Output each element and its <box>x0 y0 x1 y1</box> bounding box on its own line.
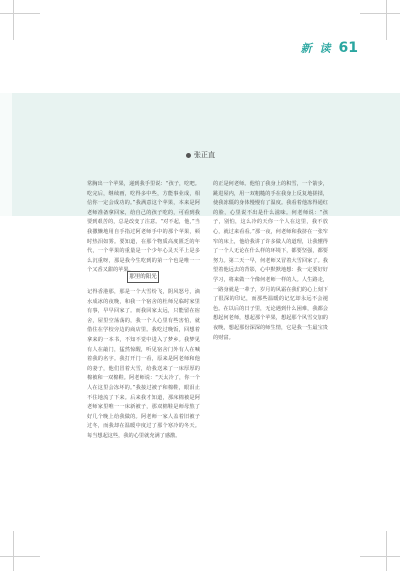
page-number: 61 <box>338 40 358 56</box>
crop-mark-right-bottom <box>386 531 387 571</box>
page-header <box>301 40 358 56</box>
title-panel-edge <box>0 93 12 216</box>
paragraph-left-bottom: 记得香港那，那是一个大雪纷飞，阴风怒号，滴水成冰的夜晚，和我一个宿舍的杜师兄临时家里有事，早早回家了。而我回家太远，只能留在宿舍，屋里空荡荡的，我一个人心里有些害怕，就借住在学校旁边的商店里。我吃过晚饭，回想着拿来的一本书，不知不觉中进入了梦乡。我梦见有人在敲门，猛然惊醒，听见宿舍门外有人在喊着我的名字。我打开门一看，原来是阿老师和他的妻子，他们冒着大雪，给我送来了一床厚厚的棉被和一双棉鞋。阿老师说：“天太冷了，你一个人在这里会冻坏的。”我接过被子和棉鞋，眼泪止不住地流了下来。后来我才知道，那床棉被是阿老师家里唯一一床新被子，那双棉鞋是师母熬了好几个晚上给我做的。阿老师一家人盖着旧被子过冬，而我却在温暖中度过了那个寒冷的冬天。每当想起这些，我的心里就充满了感激。 <box>87 289 200 439</box>
paragraph-right: 的正是何老师。他怕了我身上的积雪，一个箭步，跳进屋内，用一双粗糙的手在我身上反复地搓揉，使我冻僵的身体慢慢有了温度。我看着他冻得通红的脸，心里说不出是什么滋味。何老师说：“孩子，别怕，这么冷的天你一个人在这里，我不放心，就过来看看。”那一夜，何老师和我挤在一张窄窄的床上，他给我讲了许多做人的道理，让我懂得了一个人无论在什么样的环境下，都要坚强，都要努力。第二天一早，何老师又冒着大雪回家了。我望着他远去的背影，心中默默地想：我一定要好好学习，将来做一个像何老师一样的人。人生路走，一路身就是一辈子，岁月的风霜在我们的心上刻下了很深的印记，而那些温暖的记忆却永远不会褪色。在以后的日子里，无论遇到什么困难，我都会想起何老师，想起那个苹果，想起那个风雪交加的夜晚，想起那份深深的师生情，它是我一生最宝贵的财富。 <box>213 181 328 341</box>
crop-mark-left-bottom <box>13 531 14 571</box>
crop-mark-top-right <box>360 13 400 14</box>
body-column-right <box>213 180 328 525</box>
crop-mark-left-top <box>13 0 14 40</box>
body-column-left-top <box>87 180 200 276</box>
author-line <box>186 150 215 160</box>
author-name: 张正直 <box>194 151 215 159</box>
section-subheading: 那里的阳光 <box>127 271 159 283</box>
paragraph-left-top: 常胸出一个苹果，递到我手里说：“孩子，吃吧。吃完后，继续画，吃得多中些，方能事业成，相信你一定会成功的。”我满意这个苹果，本来是阿老师准备拿回家，给自己的孩子吃的，可看到我要到艰苦的，总是改变了注意。“对不起，他，”当我撒懒地用自手指过阿老师手中的那个苹果，顿时热泪如雾。要知道，在那个物质高度匮乏的年代，一个苹果的重量是一个少年心灵天平上是多么沉重呀，那是我今生吃到的第一个也是唯一一个又香又甜的苹果。 <box>87 181 200 274</box>
crop-mark-bottom-right <box>360 556 400 557</box>
section-title: 新 读 <box>300 42 333 55</box>
crop-mark-right-top <box>386 0 387 40</box>
body-column-left-bottom <box>87 288 200 538</box>
author-bullet-icon <box>186 153 191 158</box>
crop-mark-bottom-left <box>0 556 40 557</box>
crop-mark-top-left <box>0 13 40 14</box>
